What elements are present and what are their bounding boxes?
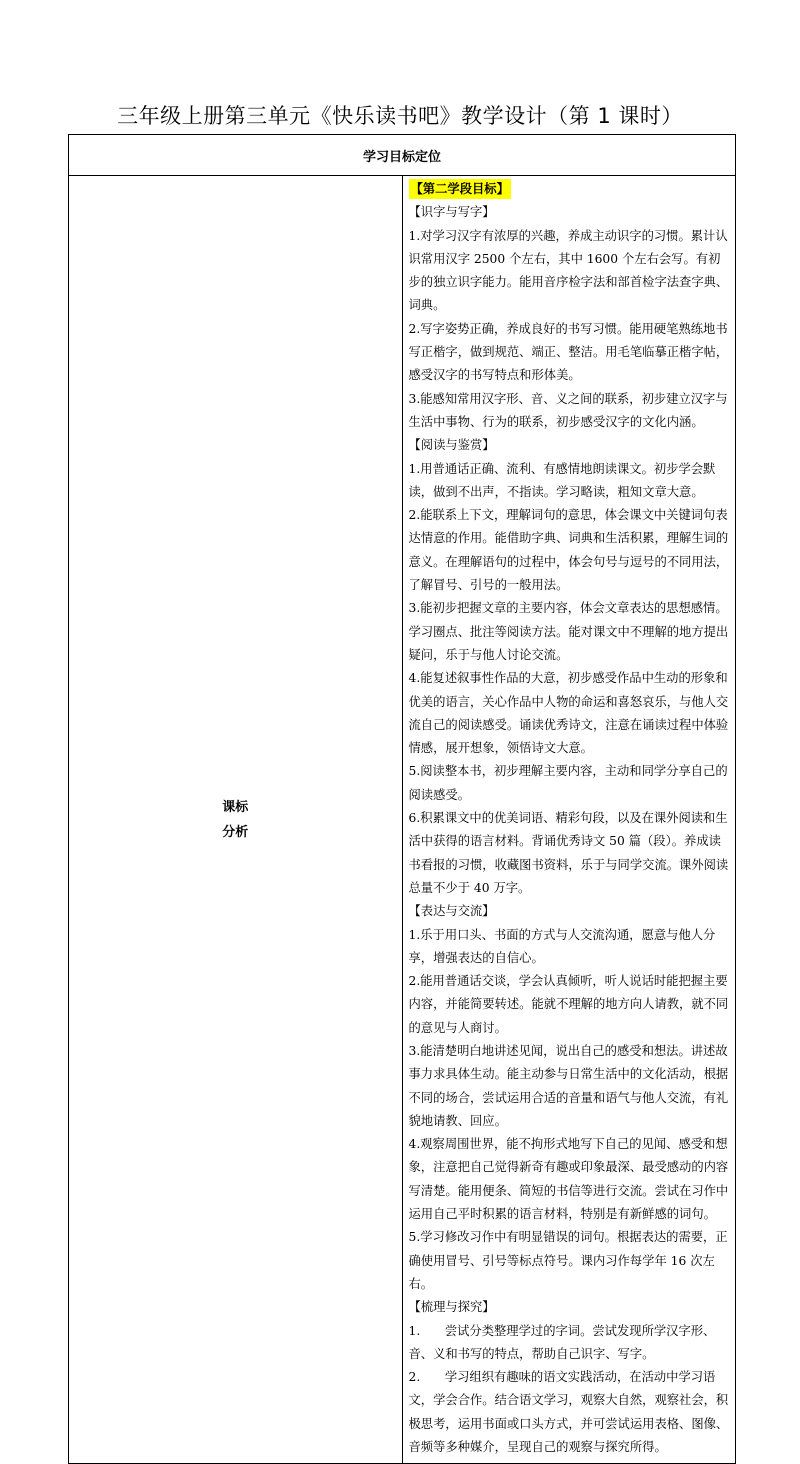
- curriculum-analysis-label: [69, 176, 403, 1464]
- list-item: 2.能联系上下文，理解词句的意思，体会课文中关键词句表达情意的作用。能借助字典、词典和生活积累，理解生词的意义。在理解语句的过程中，体会句号与逗号的不同用法，了解冒号、引号的一般用法。: [408, 508, 729, 593]
- list-item: 3.能清楚明白地讲述见闻，说出自己的感受和想法。讲述故事力求具体生动。能主动参与日常生活中的文化活动，根据不同的场合，尝试运用合适的音量和语气与他人交流，有礼貌地请教、回应。: [408, 1043, 729, 1128]
- section-heading: 【表达与交流】: [408, 904, 495, 919]
- list-item: 4.能复述叙事性作品的大意，初步感受作品中生动的形象和优美的语言，关心作品中人物的命运和喜怒哀乐，与他人交流自己的阅读感受。诵读优秀诗文，注意在诵读过程中体验情感，展开想象，领悟诗文大意。: [408, 671, 729, 756]
- list-item: 1. 尝试分类整理学过的字词。尝试发现所学汉字形、音、义和书写的特点，帮助自己识字、写字。: [408, 1323, 716, 1361]
- curriculum-row: [69, 176, 736, 1464]
- list-item: 4.观察周围世界，能不拘形式地写下自己的见闻、感受和想象，注意把自己觉得新奇有趣或印象最深、最受感动的内容写清楚。能用便条、简短的书信等进行交流。尝试在习作中运用自己平时积累的语言材料，特别是有新鲜感的词句。: [408, 1137, 729, 1222]
- list-item: 1.对学习汉字有浓厚的兴趣，养成主动识字的习惯。累计认识常用汉字 2500 个左右，其中 1600 个左右会写。有初步的独立识字能力。能用音序检字法和部首检字法查字典、词典。: [408, 228, 729, 313]
- section-heading: 【梳理与探究】: [408, 1300, 495, 1315]
- list-item: 3.能初步把握文章的主要内容，体会文章表达的思想感情。学习圈点、批注等阅读方法。能对课文中不理解的地方提出疑问，乐于与他人讨论交流。: [408, 601, 729, 662]
- list-item: 1.用普通话正确、流利、有感情地朗读课文。初步学会默读，做到不出声，不指读。学习略读，粗知文章大意。: [408, 461, 716, 499]
- list-item: 2.写字姿势正确，养成良好的书写习惯。能用硬笔熟练地书写正楷字，做到规范、端正、整洁。用毛笔临摹正楷字帖，感受汉字的书写特点和形体美。: [408, 321, 729, 383]
- objectives-table: [68, 134, 736, 1464]
- list-item: 2.能用普通话交谈，学会认真倾听，听人说话时能把握主要内容，并能简要转述。能就不理解的地方向人请教，就不同的意见与人商讨。: [408, 974, 729, 1035]
- goal-heading: 【第二学段目标】: [409, 179, 511, 199]
- list-item: 5.学习修改习作中有明显错误的词句。根据表达的需要，正确使用冒号、引号等标点符号。课内习作每学年 16 次左右。: [408, 1230, 728, 1291]
- list-item: 2. 学习组织有趣味的语文实践活动，在活动中学习语文，学会合作。结合语文学习，观察大自然，观察社会，积极思考，运用书面或口头方式，并可尝试运用表格、图像、音频等多种媒介，呈现自己的观察与探究所得。: [408, 1370, 729, 1455]
- list-item: 6.积累课文中的优美词语、精彩句段，以及在课外阅读和生活中获得的语言材料。背诵优秀诗文 50 篇（段）。养成读书看报的习惯，收藏图书资料，乐于与同学交流。课外阅读总量不少于 40 万字。: [408, 811, 729, 895]
- table-header-row: [69, 135, 736, 176]
- table-header: 学习目标定位: [69, 135, 736, 176]
- section-heading: 【识字与写字】: [408, 205, 495, 220]
- document-title: 三年级上册第三单元《快乐读书吧》教学设计（第 1 课时）: [117, 104, 683, 128]
- label-line-1: 课标: [222, 799, 249, 815]
- list-item: 5.阅读整本书，初步理解主要内容，主动和同学分享自己的阅读感受。: [408, 764, 728, 802]
- list-item: 1.乐于用口头、书面的方式与人交流沟通，愿意与他人分享，增强表达的自信心。: [408, 927, 716, 965]
- section-heading: 【阅读与鉴赏】: [408, 438, 495, 453]
- curriculum-content: [402, 176, 736, 1464]
- list-item: 3.能感知常用汉字形、音、义之间的联系，初步建立汉字与生活中事物、行为的联系，初步感受汉字的文化内涵。: [408, 391, 728, 429]
- label-line-2: 分析: [222, 824, 249, 840]
